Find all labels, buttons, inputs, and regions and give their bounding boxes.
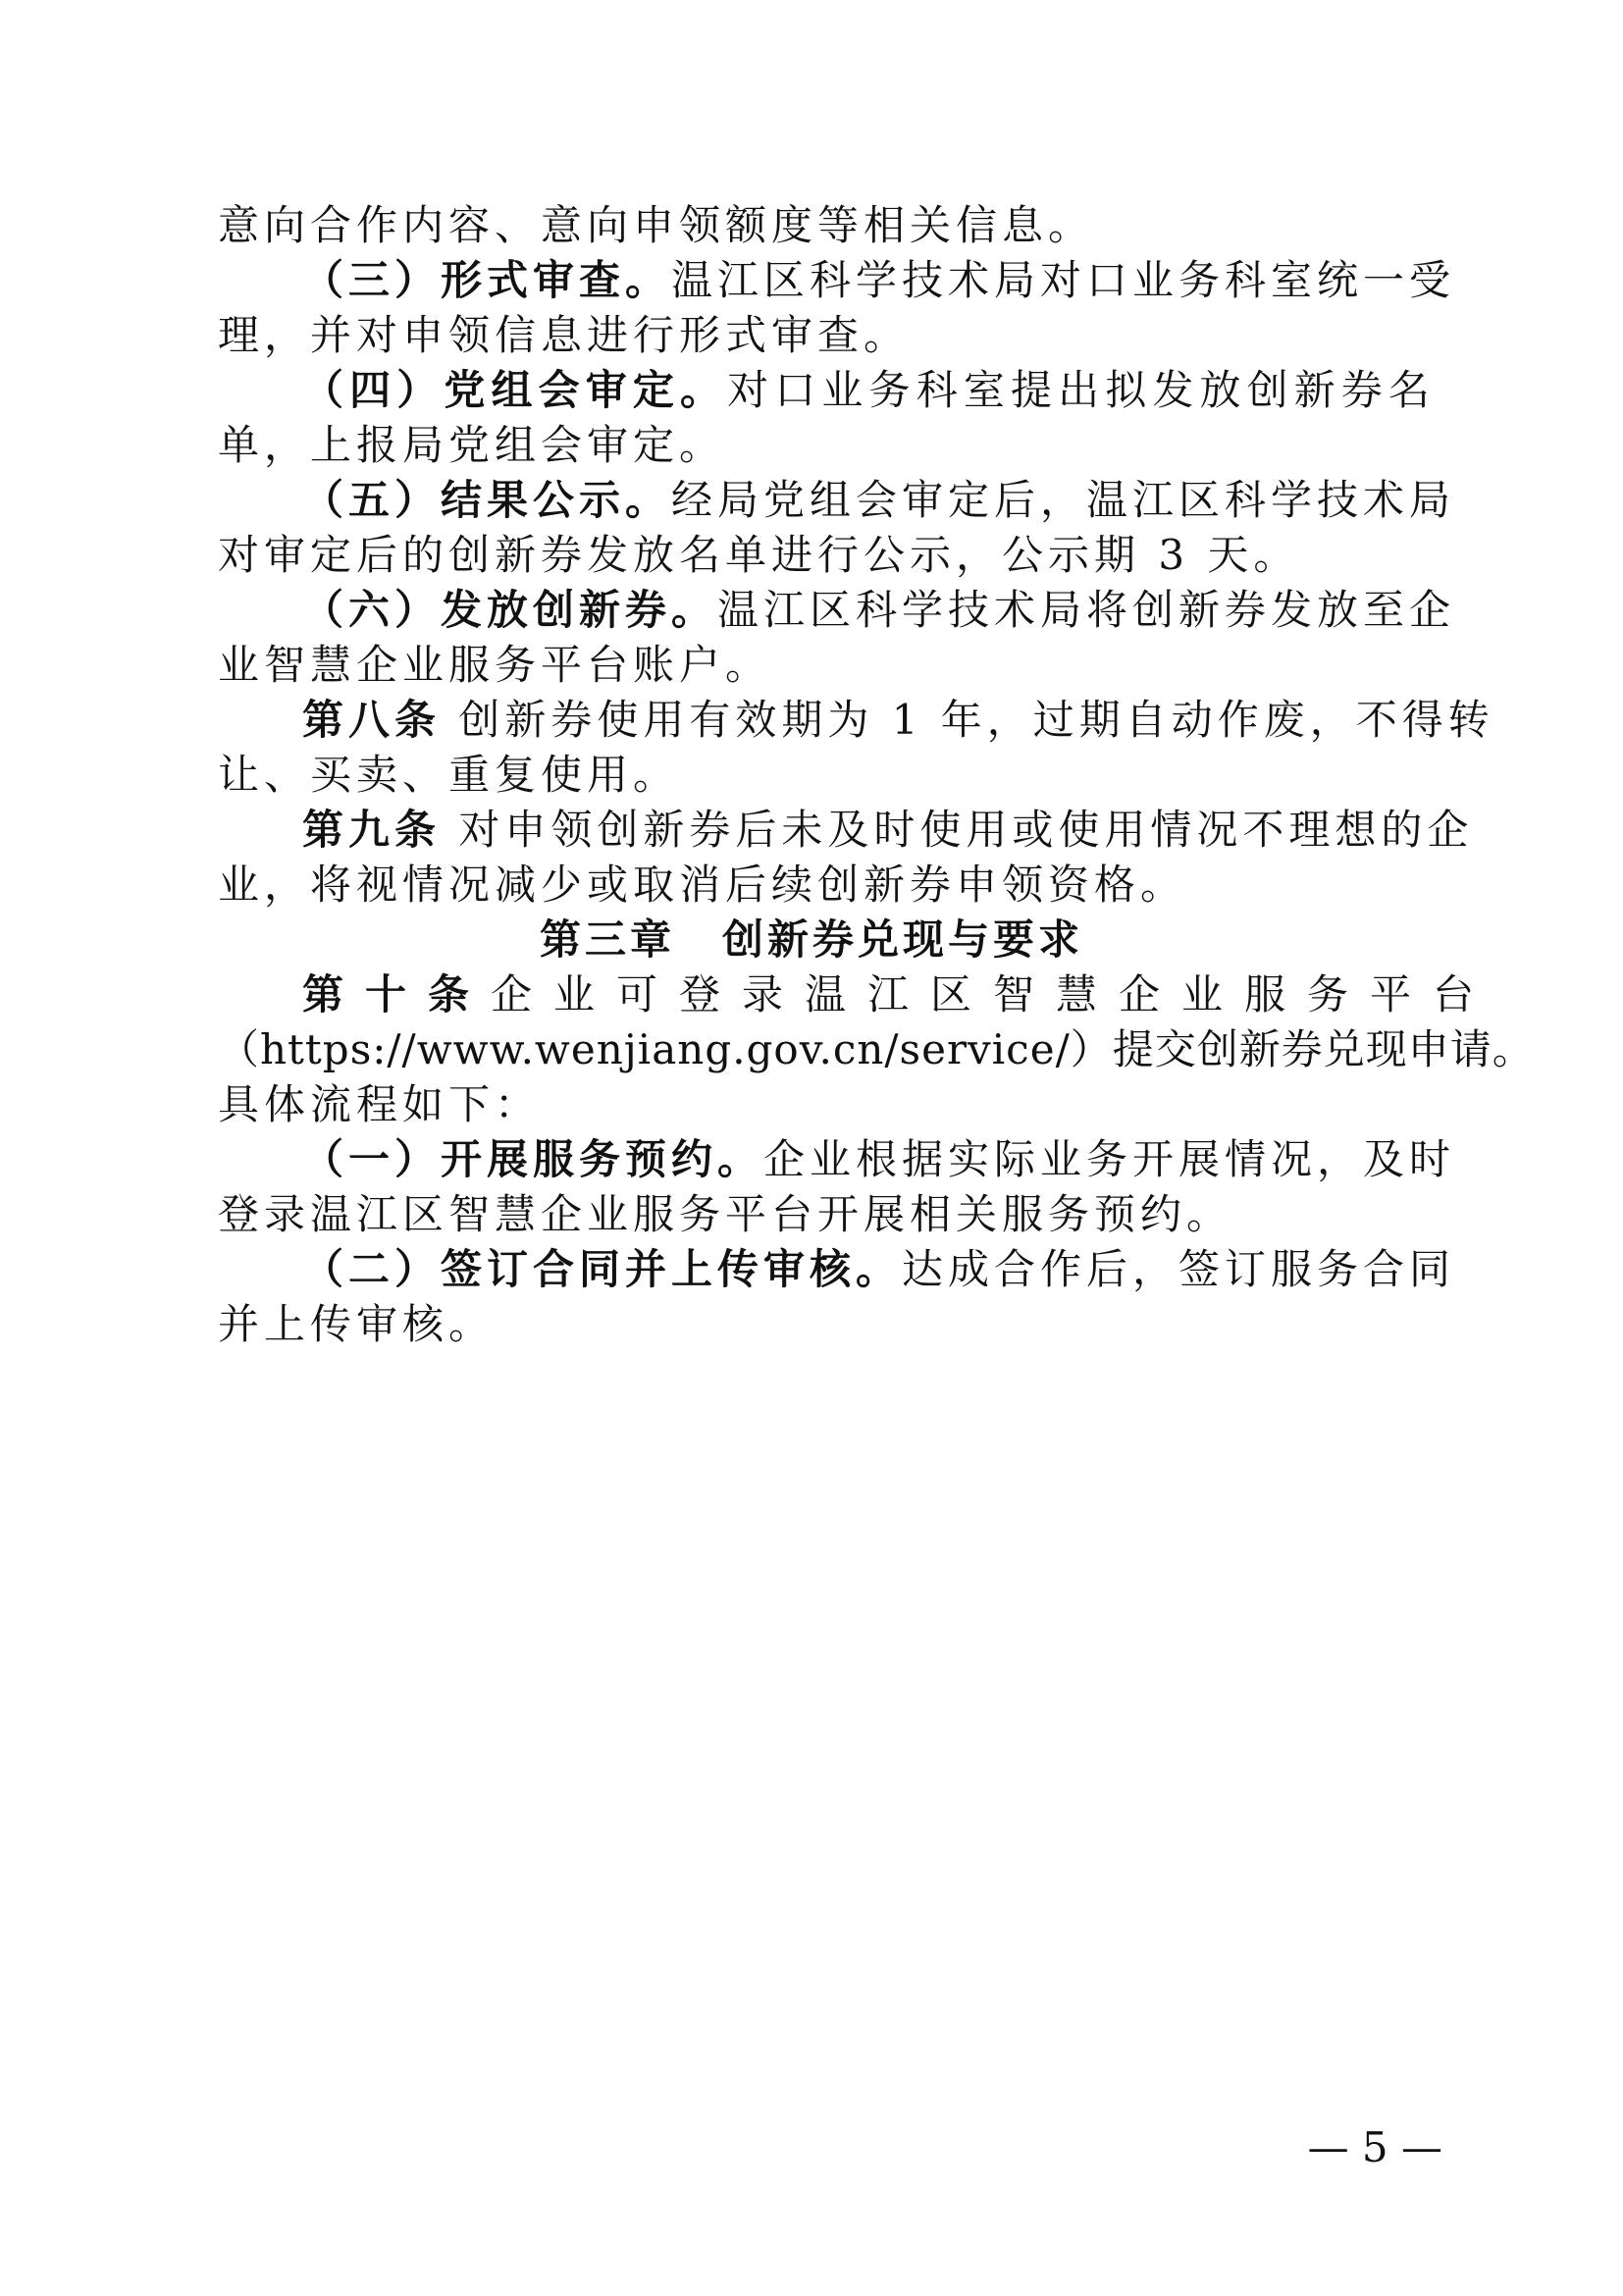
line-text: 经局党组会审定后，温江区科学技术局 bbox=[671, 476, 1456, 524]
paragraph-line bbox=[302, 471, 1456, 530]
line-text: 业，将视情况减少或取消后续创新券申领资格。 bbox=[218, 861, 1187, 909]
paragraph-line bbox=[218, 526, 1435, 585]
paragraph-line bbox=[218, 636, 1435, 695]
paragraph-line bbox=[302, 361, 1435, 420]
line-text: 企业可登录温江区智慧企业服务平台 bbox=[491, 970, 1496, 1018]
line-text: 意向合作内容、意向申领额度等相关信息。 bbox=[218, 201, 1095, 249]
article-label: 第十条 bbox=[302, 970, 492, 1018]
line-text: 具体流程如下： bbox=[218, 1080, 542, 1128]
chapter-heading bbox=[0, 911, 1623, 969]
chapter-number: 第三章 bbox=[539, 915, 675, 964]
page-number: — 5 — bbox=[1307, 2123, 1442, 2171]
paragraph-line bbox=[302, 965, 1496, 1024]
paragraph-line bbox=[302, 691, 1494, 750]
line-text: 对审定后的创新券发放名单进行公示，公示期 3 天。 bbox=[218, 531, 1300, 579]
line-text: 理，并对申领信息进行形式审查。 bbox=[218, 311, 911, 359]
paragraph-line bbox=[218, 1185, 1435, 1244]
paragraph-line bbox=[302, 801, 1474, 860]
line-text: 温江区科学技术局对口业务科室统一受 bbox=[671, 256, 1456, 304]
item-heading: （一）开展服务预约。 bbox=[302, 1135, 764, 1183]
paragraph-line bbox=[302, 581, 1456, 640]
line-text: 对申领创新券后未及时使用或使用情况不理想的企 bbox=[441, 806, 1474, 854]
line-text: 并上传审核。 bbox=[218, 1300, 496, 1348]
line-text: 企业根据实际业务开展情况，及时 bbox=[763, 1135, 1456, 1183]
paragraph-line bbox=[302, 1240, 1456, 1299]
paragraph-line bbox=[218, 1295, 1435, 1354]
paragraph-line bbox=[218, 196, 1435, 255]
paragraph-line bbox=[218, 746, 1435, 805]
paragraph-line bbox=[218, 856, 1435, 914]
item-heading: （五）结果公示。 bbox=[302, 476, 672, 524]
chapter-title: 创新券兑现与要求 bbox=[722, 915, 1084, 964]
paragraph-line bbox=[302, 1130, 1456, 1189]
paragraph-line bbox=[302, 251, 1456, 310]
item-heading: （六）发放创新券。 bbox=[302, 586, 718, 634]
paragraph-line bbox=[218, 416, 1435, 475]
line-text: （https://www.wenjiang.gov.cn/service/）提交创新券兑现申请。 bbox=[218, 1025, 1535, 1073]
paragraph-line bbox=[218, 306, 1435, 365]
item-heading: （二）签订合同并上传审核。 bbox=[302, 1245, 903, 1293]
line-text: 业智慧企业服务平台账户。 bbox=[218, 641, 772, 689]
paragraph-line bbox=[218, 1020, 1535, 1079]
line-text: 单，上报局党组会审定。 bbox=[218, 421, 726, 469]
item-heading: （四）党组会审定。 bbox=[302, 366, 728, 414]
line-text: 对口业务科室提出拟发放创新券名 bbox=[727, 366, 1435, 414]
item-heading: （三）形式审查。 bbox=[302, 256, 672, 304]
article-label: 第八条 bbox=[302, 696, 442, 744]
line-text: 温江区科学技术局将创新券发放至企 bbox=[717, 586, 1456, 634]
line-text: 创新券使用有效期为 1 年，过期自动作废，不得转 bbox=[441, 696, 1494, 744]
line-text: 登录温江区智慧企业服务平台开展相关服务预约。 bbox=[218, 1190, 1233, 1238]
line-text: 让、买卖、重复使用。 bbox=[218, 751, 680, 799]
paragraph-line bbox=[218, 1075, 1435, 1134]
article-label: 第九条 bbox=[302, 806, 442, 854]
line-text: 达成合作后，签订服务合同 bbox=[902, 1245, 1456, 1293]
